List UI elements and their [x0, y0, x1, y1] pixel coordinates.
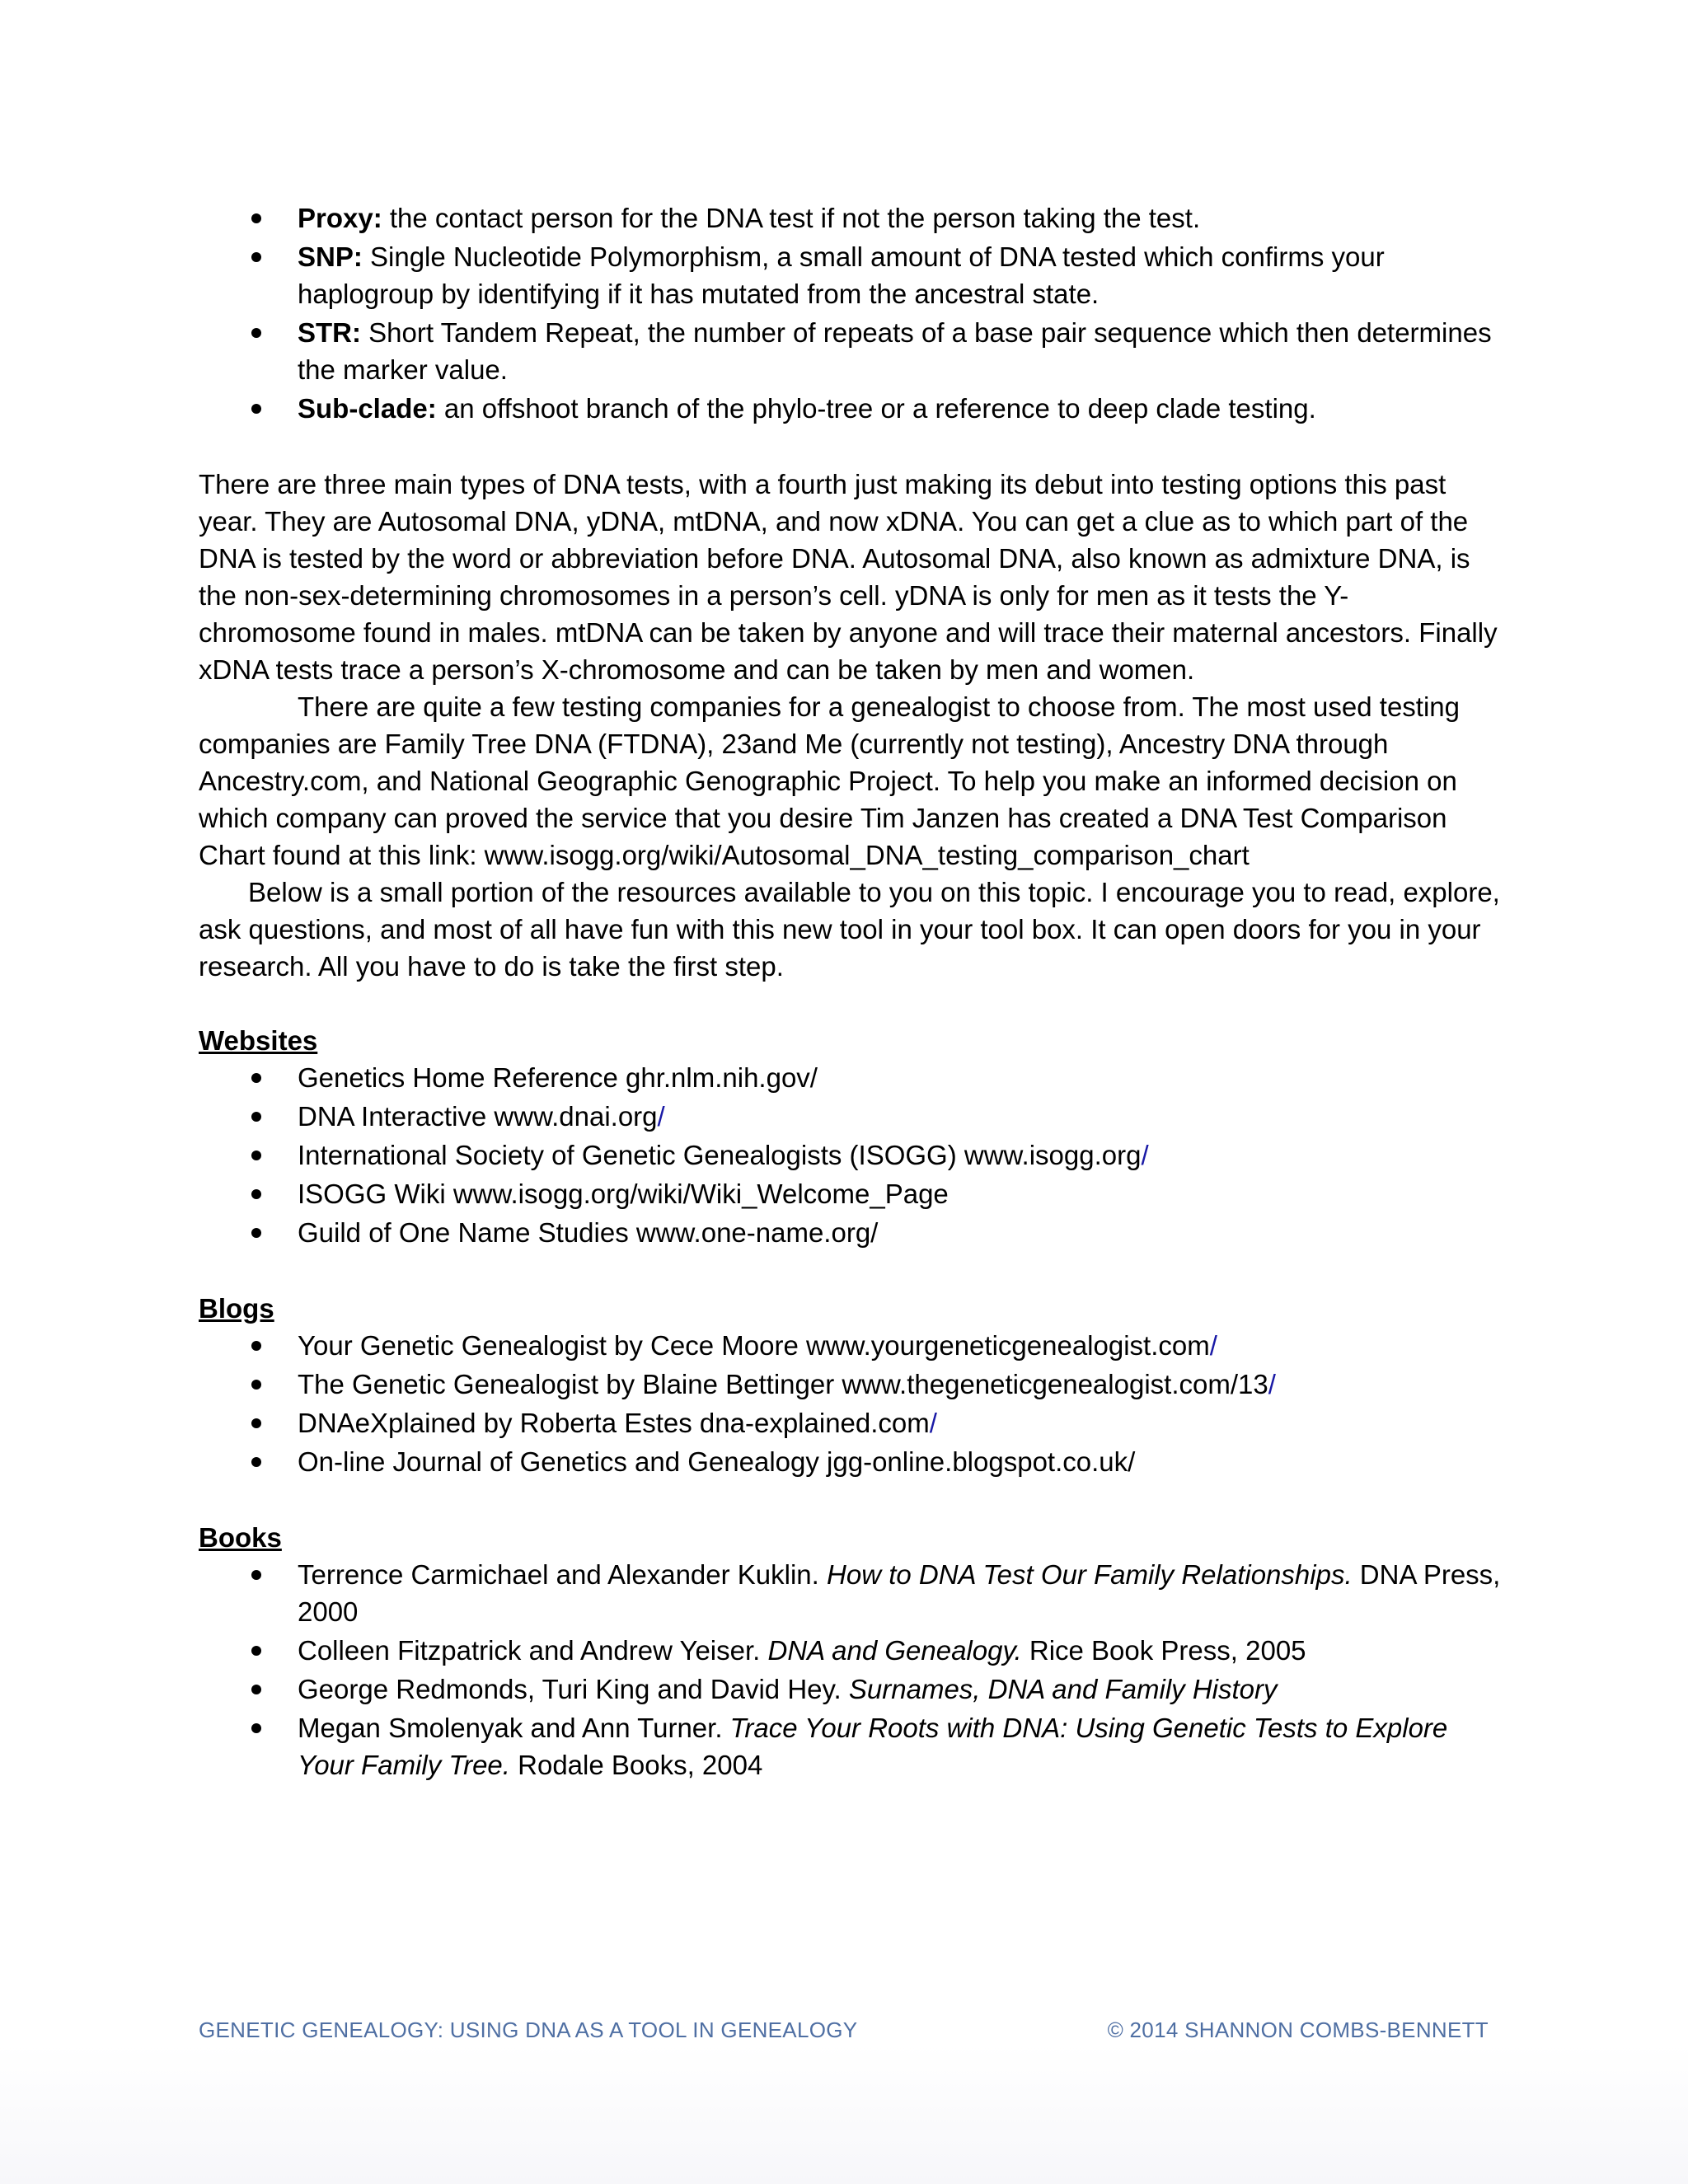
book-publisher: DNA Press, 2000	[298, 1559, 1501, 1627]
book-publisher: Rodale Books, 2004	[509, 1750, 763, 1780]
book-authors: George Redmonds, Turi King and David Hey.	[298, 1674, 849, 1704]
page-bottom-shade	[0, 2044, 1688, 2184]
link-accent: /	[1141, 1140, 1149, 1170]
glossary-list	[199, 199, 1501, 427]
term-definition: Single Nucleotide Polymorphism, a small amount of DNA tested which confirms your haplogroup by identifying if it has mutated from the ancestral state.	[298, 241, 1385, 309]
footer-title: GENETIC GENEALOGY: USING DNA AS A TOOL IN GENEALOGY	[199, 2018, 858, 2042]
paragraph-resources-intro: Below is a small portion of the resources available to you on this topic. I encourage you to read, explore, ask questions, and most of all have fun with this new tool in your tool box. It can open doors for you in your research. All you have to do is take the first step.	[199, 877, 1500, 982]
spacer	[199, 985, 1501, 1022]
term-definition: an offshoot branch of the phylo-tree or a reference to deep clade testing.	[436, 393, 1316, 424]
website-item[interactable]	[199, 1175, 1501, 1212]
website-item[interactable]	[199, 1214, 1501, 1251]
glossary-item-proxy	[199, 199, 1501, 237]
link-accent: /	[1268, 1369, 1276, 1399]
glossary-item-str	[199, 314, 1501, 388]
term-name: SNP:	[298, 241, 363, 272]
term-name: Proxy:	[298, 203, 382, 233]
website-text: International Society of Genetic Genealogists (ISOGG) www.isogg.org	[298, 1140, 1142, 1170]
website-item[interactable]	[199, 1137, 1501, 1174]
spacer	[199, 429, 1501, 466]
term-name: Sub-clade:	[298, 393, 437, 424]
blog-text: The Genetic Genealogist by Blaine Bettinger www.thegeneticgenealogist.com/13	[298, 1369, 1268, 1399]
link-accent: /	[929, 1408, 937, 1438]
paragraph-dna-test-types: There are three main types of DNA tests, with a fourth just making its debut into testing options this past year. They are Autosomal DNA, yDNA, mtDNA, and now xDNA. You can get a clue as to which part of the DNA is tested by the word or abbreviation before DNA. Autosomal DNA, also known as admixture DNA, is the non-sex-determining chromosomes in a person’s cell. yDNA is only for men as it tests the Y-chromosome found in males. mtDNA can be taken by anyone and will trace their maternal ancestors. Finally xDNA tests trace a person’s X-chromosome and can be taken by men and women.	[199, 469, 1498, 685]
book-authors: Terrence Carmichael and Alexander Kuklin.	[298, 1559, 828, 1590]
blog-item[interactable]	[199, 1366, 1501, 1403]
spacer	[199, 1253, 1501, 1290]
blogs-heading: Blogs	[199, 1293, 274, 1324]
book-item	[199, 1709, 1501, 1783]
blog-text: DNAeXplained by Roberta Estes dna-explained.com	[298, 1408, 930, 1438]
website-item[interactable]	[199, 1059, 1501, 1096]
book-title: Surnames, DNA and Family History	[848, 1674, 1278, 1704]
book-authors: Colleen Fitzpatrick and Andrew Yeiser.	[298, 1635, 768, 1666]
glossary-item-snp	[199, 238, 1501, 312]
book-authors: Megan Smolenyak and Ann Turner.	[298, 1713, 730, 1743]
term-name: STR:	[298, 317, 361, 348]
page-content	[199, 199, 1501, 1785]
term-definition: the contact person for the DNA test if not the person taking the test.	[382, 203, 1201, 233]
book-title: How to DNA Test Our Family Relationships.	[827, 1559, 1353, 1590]
book-item	[199, 1671, 1501, 1708]
book-item	[199, 1632, 1501, 1669]
website-text: Guild of One Name Studies www.one-name.org/	[298, 1217, 879, 1248]
books-heading: Books	[199, 1522, 282, 1553]
book-title: DNA and Genealogy.	[767, 1635, 1022, 1666]
website-text: DNA Interactive www.dnai.org	[298, 1101, 658, 1132]
website-text: ISOGG Wiki www.isogg.org/wiki/Wiki_Welcome_Page	[298, 1179, 949, 1209]
website-item[interactable]	[199, 1098, 1501, 1135]
blog-item[interactable]	[199, 1443, 1501, 1480]
paragraph-testing-companies: There are quite a few testing companies for a genealogist to choose from. The most used testing companies are Family Tree DNA (FTDNA), 23and Me (currently not testing), Ancestry DNA through Ancestry.com, and National Geographic Genographic Project. To help you make an informed decision on which company can proved the service that you desire Tim Janzen has created a DNA Test Comparison Chart found at this link: www.isogg.org/wiki/Autosomal_DNA_testing_comparison_chart	[199, 691, 1461, 870]
blog-text: Your Genetic Genealogist by Cece Moore www.yourgeneticgenealogist.com	[298, 1330, 1210, 1361]
spacer	[199, 1482, 1501, 1519]
glossary-item-sub-clade	[199, 390, 1501, 427]
blog-text: On-line Journal of Genetics and Genealogy jgg-online.blogspot.co.uk/	[298, 1446, 1136, 1477]
website-text: Genetics Home Reference ghr.nlm.nih.gov/	[298, 1062, 818, 1093]
term-definition: Short Tandem Repeat, the number of repeats of a base pair sequence which then determines the marker value.	[298, 317, 1492, 385]
footer-copyright: © 2014 SHANNON COMBS-BENNETT	[1107, 2018, 1489, 2042]
link-accent: /	[1209, 1330, 1217, 1361]
blog-item[interactable]	[199, 1404, 1501, 1441]
book-item	[199, 1556, 1501, 1630]
book-title: Trace Your Roots with DNA: Using Genetic Tests to Explore Your Family Tree.	[298, 1713, 1448, 1780]
websites-list	[199, 1059, 1501, 1251]
books-list	[199, 1556, 1501, 1783]
link-accent: /	[657, 1101, 665, 1132]
blogs-list	[199, 1327, 1501, 1480]
book-publisher: Rice Book Press, 2005	[1021, 1635, 1306, 1666]
websites-heading: Websites	[199, 1025, 318, 1056]
blog-item[interactable]	[199, 1327, 1501, 1364]
